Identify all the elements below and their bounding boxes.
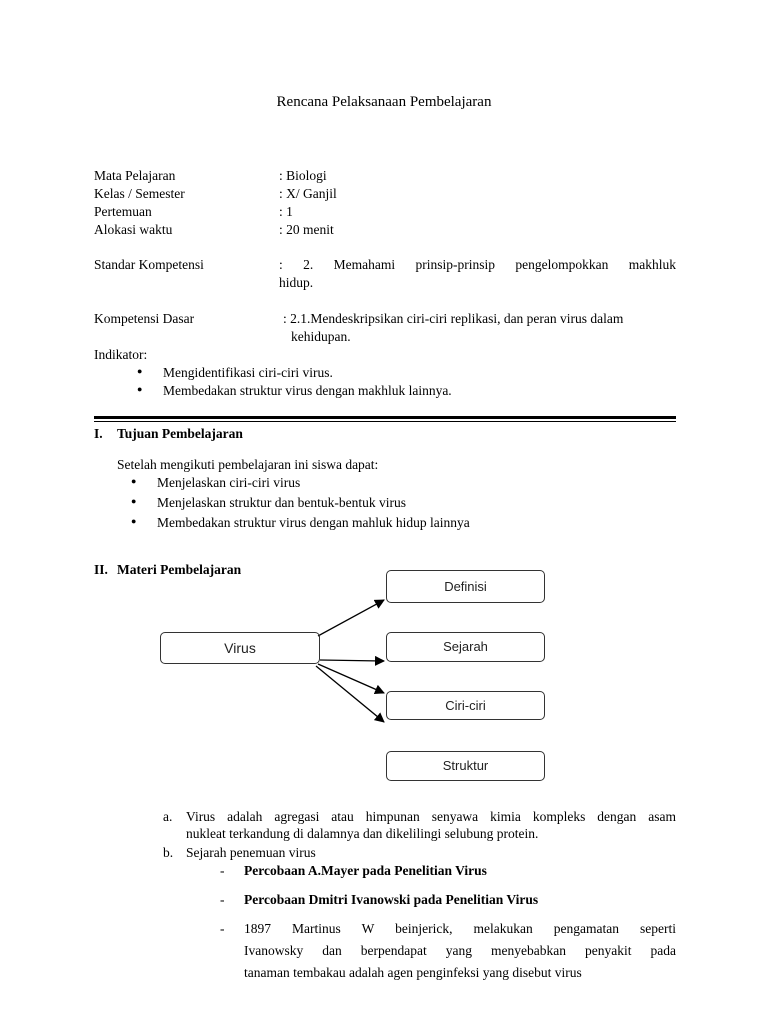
diagram-node-ciri-ciri: Ciri-ciri (386, 691, 545, 720)
info-label-kelas: Kelas / Semester (94, 186, 185, 201)
section2-number: II. (94, 562, 108, 577)
kompetensi-line2: kehidupan. (291, 329, 351, 344)
diagram-node-struktur: Struktur (386, 751, 545, 781)
diagram-node-virus: Virus (160, 632, 320, 664)
dash-marker: - (220, 863, 225, 878)
section1-item: ● Membedakan struktur virus dengan mahluk hidup lainnya (157, 515, 470, 531)
diagram-node-sejarah: Sejarah (386, 632, 545, 662)
materi-sub1-text: Percobaan A.Mayer pada Penelitian Virus (244, 863, 487, 878)
standar-line2: hidup. (279, 275, 314, 290)
dash-marker: - (220, 921, 225, 936)
info-label-alokasi: Alokasi waktu (94, 222, 173, 237)
materi-sub3-line2: Ivanowsky dan berpendapat yang menyebabkan penyakit pada (244, 943, 676, 958)
section1-intro: Setelah mengikuti pembelajaran ini siswa dapat: (117, 457, 379, 472)
materi-sub3-line3: tanaman tembakau adalah agen penginfeksi yang disebut virus (244, 965, 582, 980)
dash-marker: - (220, 892, 225, 907)
materi-a-line1: Virus adalah agregasi atau himpunan senyawa kimia kompleks dengan asam (186, 809, 676, 824)
indikator-item: ● Membedakan struktur virus dengan makhluk lainnya. (163, 383, 452, 399)
arrow-to-sejarah (320, 660, 384, 661)
materi-b-text: Sejarah penemuan virus (186, 845, 316, 860)
info-value-kelas: : X/ Ganjil (279, 186, 337, 201)
materi-sub2-text: Percobaan Dmitri Ivanowski pada Penelitian Virus (244, 892, 539, 907)
arrow-to-ciri-ciri-1 (318, 664, 384, 693)
kompetensi-line1: : 2.1.Mendeskripsikan ciri-ciri replikasi, dan peran virus dalam (283, 311, 624, 326)
materi-b-marker: b. (163, 845, 174, 860)
page-title: Rencana Pelaksanaan Pembelajaran (276, 94, 492, 110)
materi-sub1 (220, 863, 487, 879)
arrow-to-ciri-ciri-2 (316, 666, 384, 722)
materi-sub3-line1: 1897 Martinus W beinjerick, melakukan pengamatan seperti (244, 921, 676, 936)
arrow-to-definisi (318, 600, 384, 636)
standar-label: Standar Kompetensi (94, 257, 204, 272)
info-value-mata-pelajaran: : Biologi (279, 168, 327, 183)
section1-item: ● Menjelaskan struktur dan bentuk-bentuk virus (157, 495, 406, 511)
diagram-node-definisi: Definisi (386, 570, 545, 603)
standar-line1: : 2. Memahami prinsip-prinsip pengelompokkan makhluk (279, 257, 676, 272)
materi-a-marker: a. (163, 809, 173, 824)
section1-number: I. (94, 426, 103, 441)
section1-title: Tujuan Pembelajaran (117, 426, 243, 441)
indikator-item: ● Mengidentifikasi ciri-ciri virus. (163, 365, 333, 381)
info-value-pertemuan: : 1 (279, 204, 293, 219)
info-value-alokasi: : 20 menit (279, 222, 334, 237)
info-label-mata-pelajaran: Mata Pelajaran (94, 168, 176, 183)
section2-title: Materi Pembelajaran (117, 562, 242, 577)
section1-item: ● Menjelaskan ciri-ciri virus (157, 475, 300, 491)
materi-sub2 (220, 892, 539, 908)
indikator-label: Indikator: (94, 347, 148, 362)
kompetensi-label: Kompetensi Dasar (94, 311, 195, 326)
info-label-pertemuan: Pertemuan (94, 204, 152, 219)
materi-a-line2: nukleat terkandung di dalamnya dan dikelilingi selubung protein. (186, 826, 539, 841)
